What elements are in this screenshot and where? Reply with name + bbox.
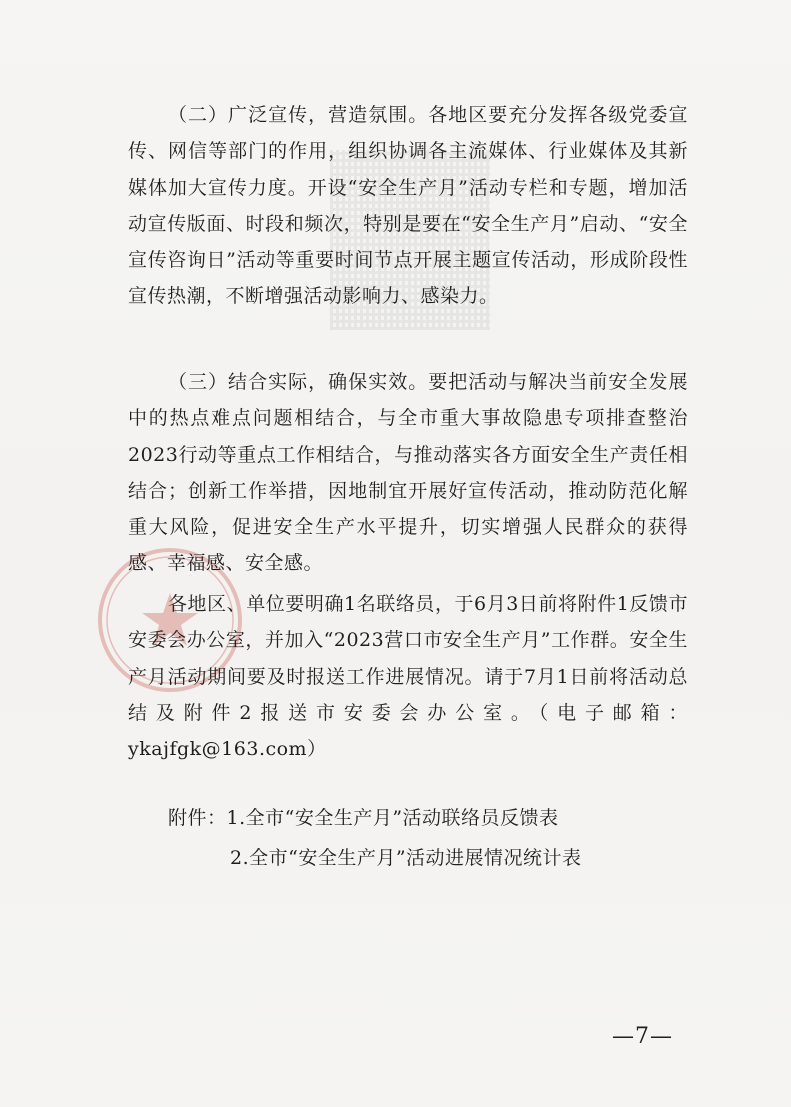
paragraph-practical: （三）结合实际，确保实效。要把活动与解决当前安全发展中的热点难点问题相结合，与全市重大事故隐患专项排查整治2023行动等重点工作相结合，与推动落实各方面安全生产责任相结合；创新工作举措，因地制宜开展好宣传活动，推动防范化解重大风险，促进安全生产水平提升，切实增强人民群众的获得感、幸福感、安全感。 [128, 371, 688, 575]
paragraph-liaison: 各地区、单位要明确1名联络员，于6月3日前将附件1反馈市安委会办公室，并加入“2023营口市安全生产月”工作群。安全生产月活动期间要及时报送工作进展情况。请于7月1日前将活动总结及附件2报送市安委会办公室。（电子邮箱：ykajfgk@163.com） [128, 593, 688, 761]
attachment-item-1: 附件：1.全市“安全生产月”活动联络员反馈表 [168, 807, 559, 829]
page-number: —7— [612, 1024, 673, 1049]
paragraph-publicity: （二）广泛宣传，营造氛围。各地区要充分发挥各级党委宣传、网信等部门的作用，组织协调各主流媒体、行业媒体及其新媒体加大宣传力度。开设“安全生产月”活动专栏和专题，增加活动宣传版面、时段和频次，特别是要在“安全生产月”启动、“安全宣传咨询日”活动等重要时间节点开展主题宣传活动，形成阶段性宣传热潮，不断增强活动影响力、感染力。 [128, 104, 688, 308]
attachment-item-2: 2.全市“安全生产月”活动进展情况统计表 [230, 847, 582, 869]
